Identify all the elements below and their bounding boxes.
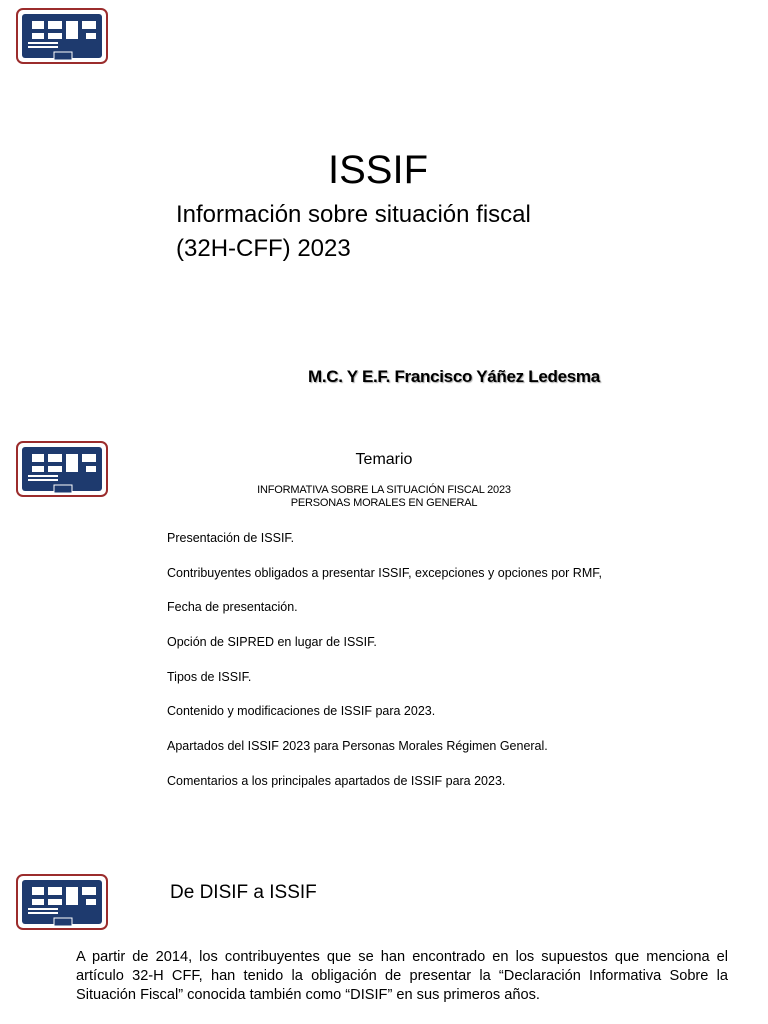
ifep-logo-icon [16, 8, 108, 64]
agenda-item: Opción de SIPRED en lugar de ISSIF. [167, 635, 377, 650]
institute-logo [16, 874, 108, 930]
agenda-subheading-1: INFORMATIVA SOBRE LA SITUACIÓN FISCAL 2023 [257, 484, 511, 496]
agenda-item: Contenido y modificaciones de ISSIF para 2023. [167, 704, 436, 719]
presentation-subtitle [176, 198, 531, 266]
agenda-item: Fecha de presentación. [167, 600, 298, 615]
presentation-title: ISSIF [327, 148, 429, 192]
intro-paragraph: A partir de 2014, los contribuyentes que se han encontrado en los supuestos que menciona el artículo 32-H CFF, han tenido la obligación de presentar la “Declaración Informativa Sobre la Situación Fiscal” conocida también como “DISIF” en sus primeros años. [76, 949, 728, 1003]
slide-agenda [0, 425, 768, 845]
agenda-item: Comentarios a los principales apartados de ISSIF para 2023. [167, 773, 506, 788]
ifep-logo-icon [16, 874, 108, 930]
agenda-item: Apartados del ISSIF 2023 para Personas Morales Régimen General. [167, 739, 548, 754]
agenda-subheading-2: PERSONAS MORALES EN GENERAL [290, 497, 478, 509]
author-name: M.C. Y E.F. Francisco Yáñez Ledesma [308, 367, 600, 386]
agenda-item: Presentación de ISSIF. [167, 531, 295, 545]
section-title: De DISIF a ISSIF [170, 882, 317, 903]
subtitle-line-2: (32H-CFF) 2023 [176, 235, 351, 262]
agenda-item: Contribuyentes obligados a presentar ISSIF, excepciones y opciones por RMF, [167, 565, 602, 580]
institute-logo [16, 8, 108, 64]
agenda-heading: Temario [355, 451, 413, 468]
slide-title [0, 0, 768, 420]
slide-disif [0, 860, 768, 1024]
agenda-list [167, 531, 602, 809]
subtitle-line-1: Información sobre situación fiscal [176, 201, 531, 228]
agenda-item: Tipos de ISSIF. [167, 669, 252, 684]
